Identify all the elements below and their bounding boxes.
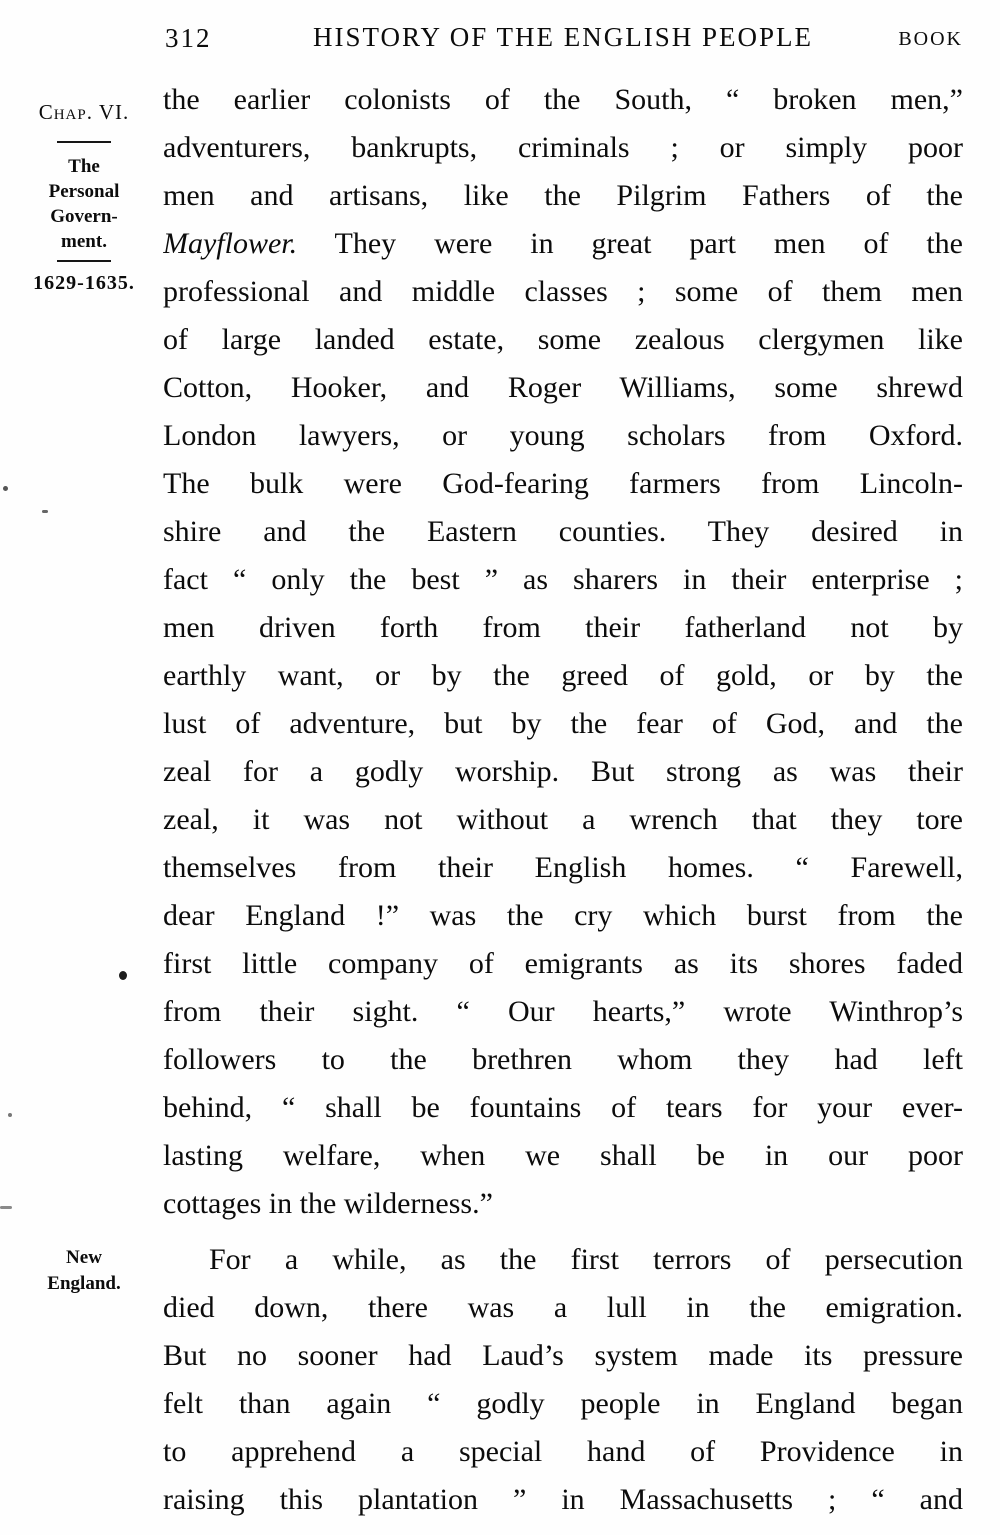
text-line: Cotton, Hooker, and Roger Williams, some shrewd <box>163 371 963 404</box>
margin-note-line: Personal <box>48 181 120 202</box>
text-line: fact “ only the best ” as sharers in their enterprise ; <box>163 563 963 596</box>
text-line: followers to the brethren whom they had left <box>163 1043 963 1076</box>
text-line <box>163 220 963 268</box>
text-line: But no sooner had Laud’s system made its pressure <box>163 1339 963 1372</box>
text-line: adventurers, bankrupts, criminals ; or simply poor <box>163 131 963 164</box>
margin-note-line: New <box>66 1247 102 1268</box>
running-title: HISTORY OF THE ENGLISH PEOPLE <box>312 22 814 52</box>
scan-speck <box>3 486 8 491</box>
text-line: London lawyers, or young scholars from Oxford. <box>163 419 963 452</box>
text-line: zeal, it was not without a wrench that they tore <box>163 803 963 836</box>
text-line: men driven forth from their fatherland not by <box>163 611 963 644</box>
scan-speck <box>0 1206 12 1209</box>
margin-note-line: Govern- <box>50 206 118 227</box>
date-range-note: 1629-1635. <box>33 272 135 294</box>
text-line: For a while, as the first terrors of persecution <box>209 1243 963 1276</box>
text-line: themselves from their English homes. “ Farewell, <box>163 851 963 884</box>
text-line: lust of adventure, but by the fear of God, and the <box>163 707 963 740</box>
italic-text: Mayflower. <box>163 227 298 260</box>
scan-speck <box>119 971 127 980</box>
text-line: of large landed estate, some zealous clergymen like <box>163 323 963 356</box>
text-line: from their sight. “ Our hearts,” wrote Winthrop’s <box>163 995 963 1028</box>
text-line: shire and the Eastern counties. They desired in <box>163 515 963 548</box>
text-line: died down, there was a lull in the emigration. <box>163 1291 963 1324</box>
text-line: felt than again “ godly people in England began <box>163 1387 963 1420</box>
text-line: earthly want, or by the greed of gold, or by the <box>163 659 963 692</box>
paragraph <box>163 1236 963 1524</box>
text-line: professional and middle classes ; some of them men <box>163 275 963 308</box>
text-line: men and artisans, like the Pilgrim Fathers of the <box>163 179 963 212</box>
section-title-note <box>8 154 160 254</box>
text-line: The bulk were God-fearing farmers from Lincoln- <box>163 467 963 500</box>
text-line: lasting welfare, when we shall be in our poor <box>163 1139 963 1172</box>
page-number: 312 <box>165 23 212 53</box>
margin-note-line: The <box>68 156 100 177</box>
text-segment: They were in great part men of the <box>297 227 963 260</box>
divider-rule <box>57 260 111 262</box>
margin-note-line: ment. <box>61 231 107 252</box>
margin-notes <box>8 0 160 1535</box>
main-text <box>163 76 963 1524</box>
scan-speck <box>42 510 48 513</box>
scan-speck <box>8 1113 12 1117</box>
chapter-heading: Chap. VI. <box>38 100 130 124</box>
page-header <box>163 22 963 62</box>
text-line: to apprehend a special hand of Providence in <box>163 1435 963 1468</box>
new-england-note <box>8 1245 160 1297</box>
text-line: cottages in the wilderness.” <box>163 1187 493 1220</box>
text-line: dear England !” was the cry which burst from the <box>163 899 963 932</box>
book-label: BOOK <box>898 28 963 50</box>
text-line: behind, “ shall be fountains of tears for your ever- <box>163 1091 963 1124</box>
text-line: zeal for a godly worship. But strong as was their <box>163 755 963 788</box>
margin-note-line: England. <box>47 1273 121 1294</box>
text-line: raising this plantation ” in Massachusetts ; “ and <box>163 1483 963 1516</box>
text-line: first little company of emigrants as its shores faded <box>163 947 963 980</box>
paragraph <box>163 76 963 1228</box>
divider-rule <box>57 141 111 143</box>
text-line: the earlier colonists of the South, “ broken men,” <box>163 83 963 116</box>
